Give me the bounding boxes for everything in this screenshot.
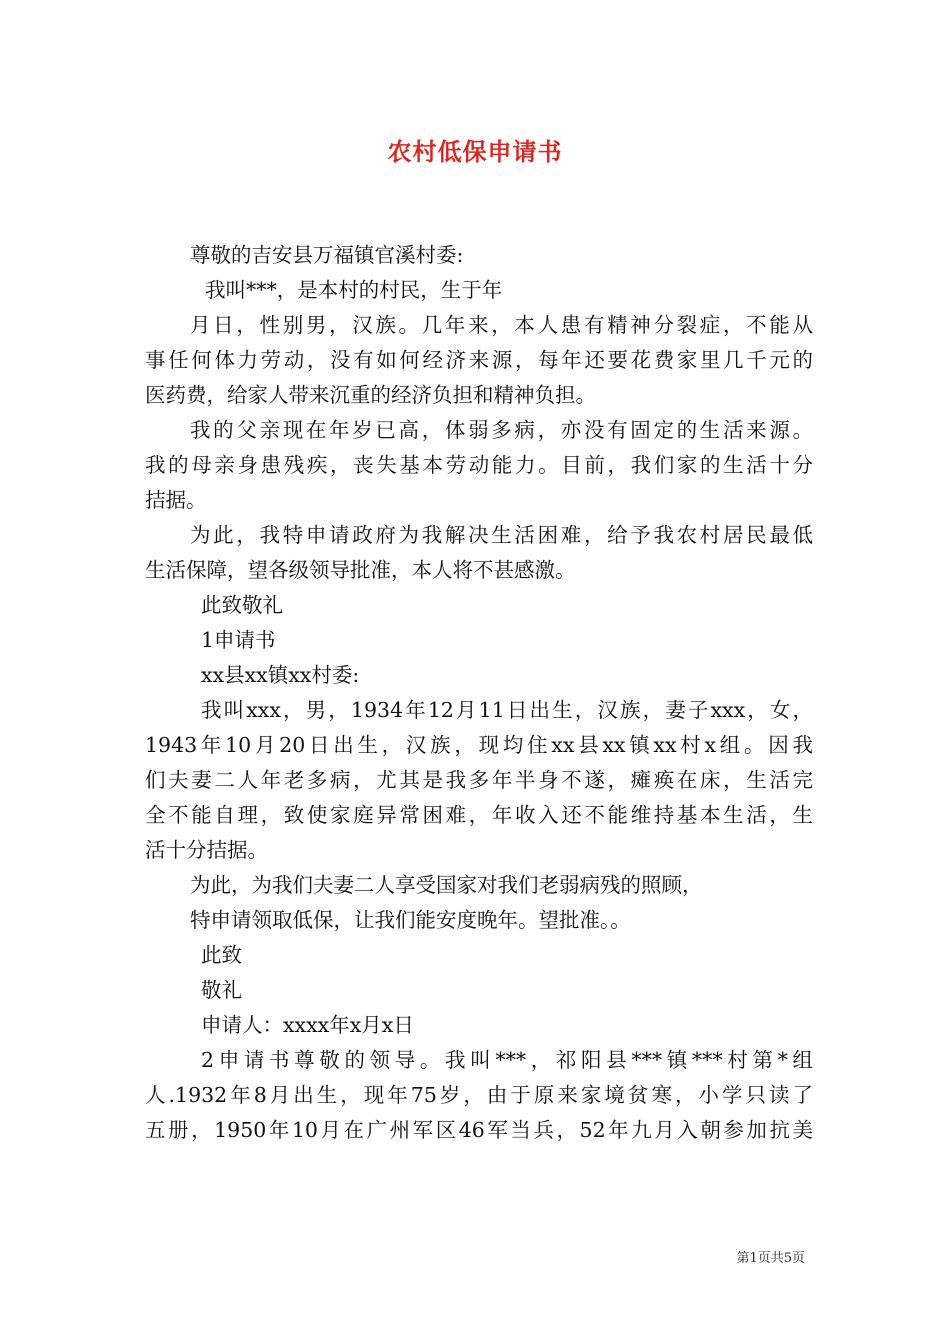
text-line: 1943年10月20日出生，汉族，现均住xx县xx镇xx村x组。因我 <box>145 733 813 757</box>
text-line: 我叫xxx，男，1934年12月11日出生，汉族，妻子xxx，女， <box>201 698 813 722</box>
text-line: 申请人：xxxx年x月x日 <box>201 1013 414 1037</box>
text-line: 特申请领取低保，让我们能安度晚年。望批准。。 <box>190 908 631 932</box>
text-line: 拮据。 <box>145 488 207 512</box>
text-line: 2申请书尊敬的领导。我叫***，祁阳县***镇***村第*组 <box>201 1048 813 1072</box>
text-line: 活十分拮据。 <box>145 838 268 862</box>
document-title: 农村低保申请书 <box>387 137 563 166</box>
text-line: 1申请书 <box>201 628 276 652</box>
text-line: 为此，我特申请政府为我解决生活困难，给予我农村居民最低 <box>190 523 813 547</box>
text-line: xx县xx镇xx村委: <box>201 663 360 687</box>
page-number: 第1页共5页 <box>736 1251 805 1266</box>
text-line: 事任何体力劳动，没有如何经济来源，每年还要花费家里几千元的 <box>145 348 813 372</box>
text-line: 医药费，给家人带来沉重的经济负担和精神负担。 <box>145 383 596 407</box>
text-line: 此致敬礼 <box>201 593 283 617</box>
text-line: 敬礼 <box>201 978 242 1002</box>
text-line: 月日，性别男，汉族。几年来，本人患有精神分裂症，不能从 <box>190 313 813 337</box>
text-line: 尊敬的吉安县万福镇官溪村委: <box>190 243 464 267</box>
text-line: 五册，1950年10月在广州军区46军当兵，52年九月入朝参加抗美 <box>145 1118 813 1142</box>
text-line: 全不能自理，致使家庭异常困难，年收入还不能维持基本生活，生 <box>145 803 813 827</box>
document-body <box>145 238 813 1148</box>
text-line: 为此，为我们夫妻二人享受国家对我们老弱病残的照顾， <box>190 873 703 897</box>
text-line: 生活保障，望各级领导批准，本人将不甚感激。 <box>145 558 576 582</box>
text-line: 我叫***，是本村的村民，生于年 <box>205 278 503 302</box>
text-line: 此致 <box>201 943 242 967</box>
text-line: 我的父亲现在年岁已高，体弱多病，亦没有固定的生活来源。 <box>190 418 813 442</box>
text-line: 们夫妻二人年老多病，尤其是我多年半身不遂，瘫痪在床，生活完 <box>145 768 813 792</box>
text-line: 人.1932年8月出生，现年75岁，由于原来家境贫寒，小学只读了 <box>145 1083 813 1107</box>
text-line: 我的母亲身患残疾，丧失基本劳动能力。目前，我们家的生活十分 <box>145 453 813 477</box>
